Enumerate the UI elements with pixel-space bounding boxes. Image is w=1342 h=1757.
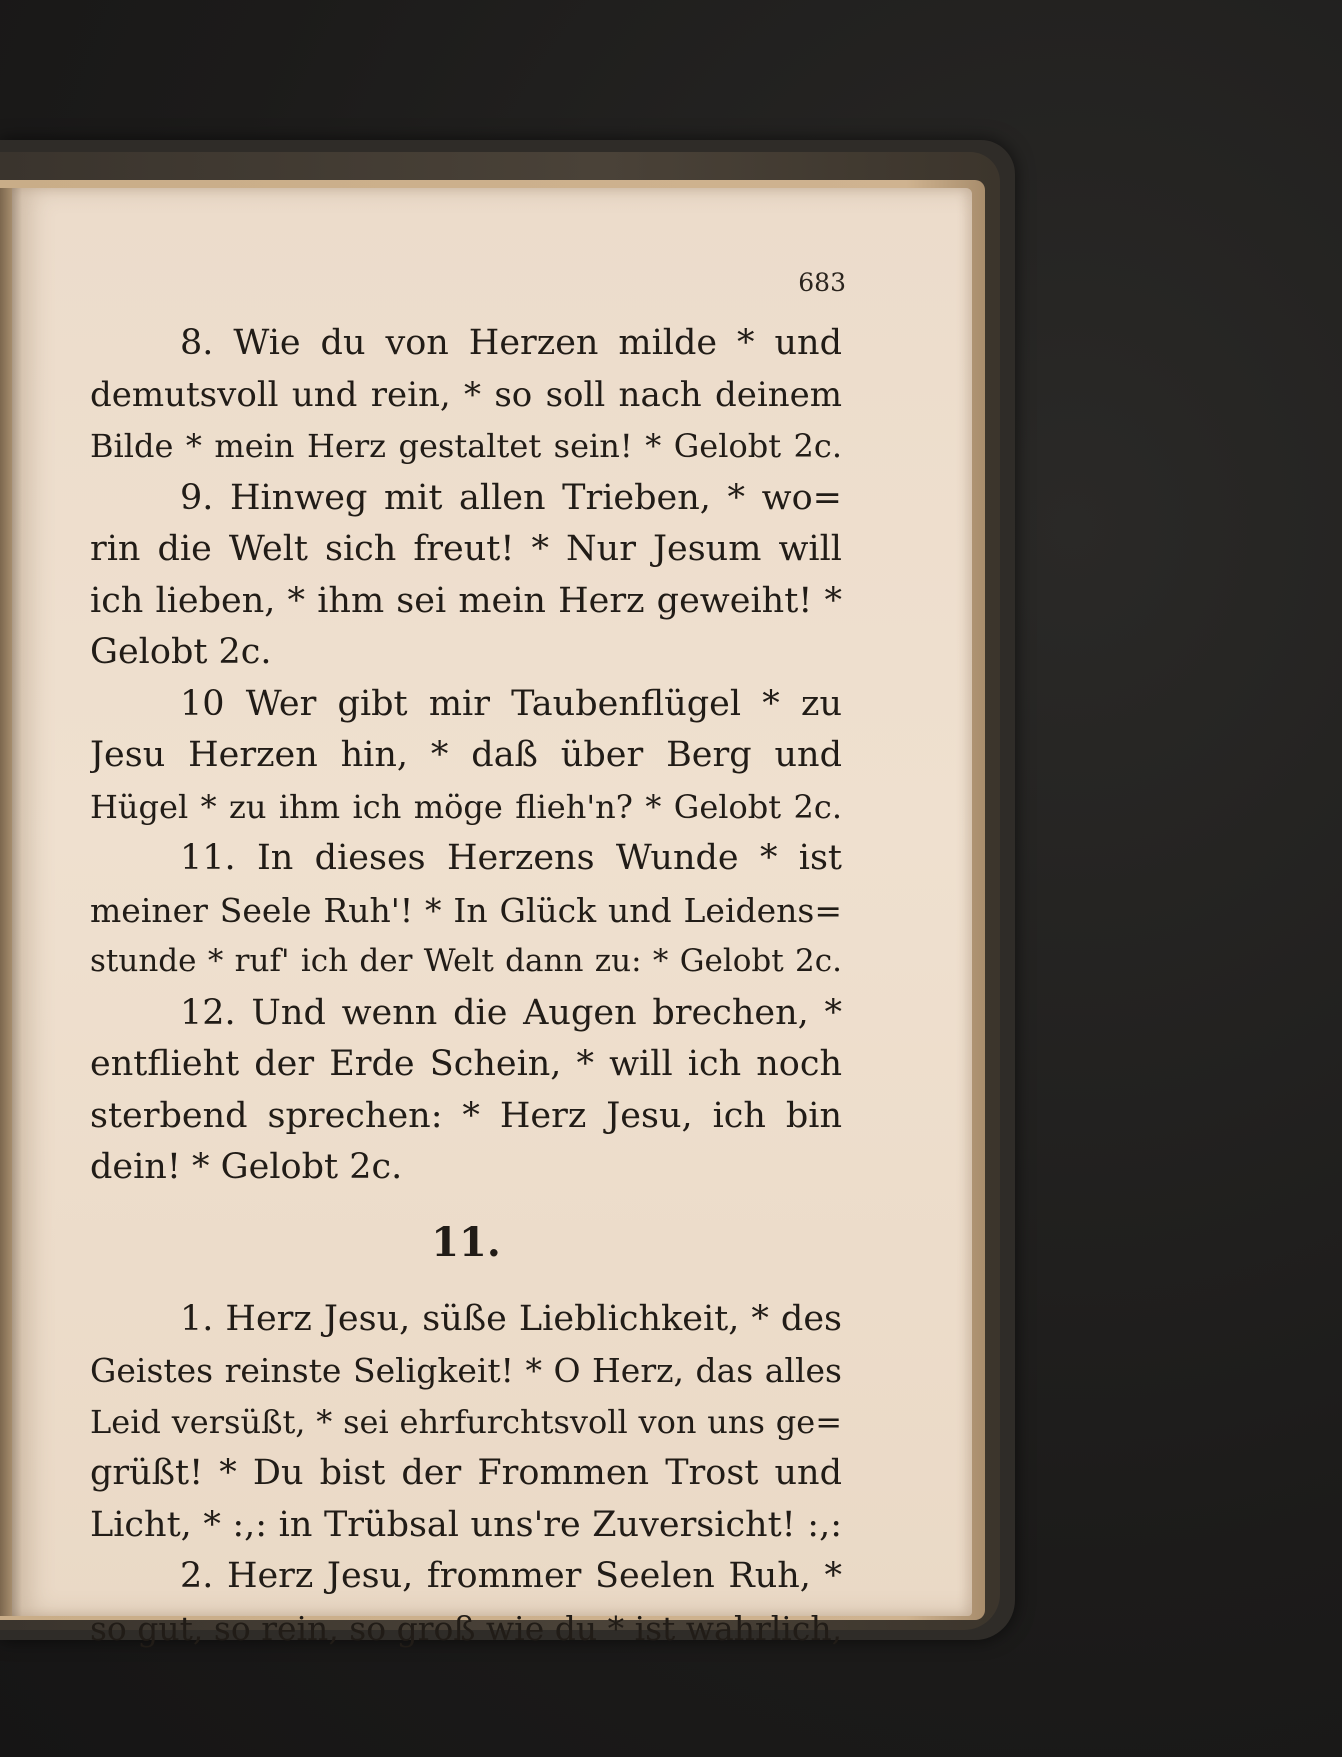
hymn-verse-1 [90,1294,842,1552]
verse-line: meiner Seele Ruh'! * In Glück und Leidens= [90,890,842,930]
verse-line: 11. In dieses Herzens Wunde * ist [180,838,842,878]
verse-line: Gelobt 2c. [90,632,272,672]
verse-line: ich lieben, * ihm sei mein Herz geweiht! * [90,580,842,621]
verse-line: dein! * Gelobt 2c. [90,1147,403,1187]
verse-line: demutsvoll und rein, * so soll nach deinem [90,374,842,415]
verse-line: 9. Hinweg mit allen Trieben, * wo= [180,477,842,518]
verse-11 [90,833,842,988]
verse-line: 10 Wer gibt mir Taubenflügel * zu [180,683,842,724]
verse-line: 1. Herz Jesu, süße Lieblichkeit, * des [180,1298,842,1339]
spine-shadow [0,188,22,1616]
verse-line: 2. Herz Jesu, frommer Seelen Ruh, * [180,1556,842,1596]
hymn-verse-2 [90,1551,842,1654]
verse-line: Bilde * mein Herz gestaltet sein! * Gelobt 2c. [90,427,842,465]
verse-12 [90,988,842,1194]
hymn-number-heading: 11. [431,1218,501,1266]
verse-line: entflieht der Erde Schein, * will ich noch [90,1044,842,1084]
verse-line: Geistes reinste Seligkeit! * O Herz, das alles [90,1351,842,1390]
verse-line: 8. Wie du von Herzen milde * und [180,323,842,363]
verse-line: Hügel * zu ihm ich möge flieh'n? * Gelobt 2c. [90,787,842,826]
verse-line: 12. Und wenn die Augen brechen, * [180,992,842,1033]
verse-10 [90,679,842,834]
verse-line: stunde * ruf' ich der Welt dann zu: * Gelobt 2c. [90,943,842,979]
hymn-text [90,318,842,1654]
verse-line: sterbend sprechen: * Herz Jesu, ich bin [90,1095,842,1136]
verse-line: Jesu Herzen hin, * daß über Berg und [90,735,842,775]
verse-line: so gut, so rein, so groß wie du * ist wahrlich, [90,1608,842,1648]
verse-9 [90,473,842,679]
verse-8 [90,318,842,473]
verse-line: Licht, * :,: in Trübsal uns're Zuversicht! :,: [90,1504,842,1545]
verse-line: rin die Welt sich freut! * Nur Jesum will [90,529,842,569]
verse-line: Leid versüßt, * sei ehrfurchtsvoll von uns ge= [90,1402,842,1441]
verse-line: grüßt! * Du bist der Frommen Trost und [90,1453,842,1493]
page-number: 683 [798,268,846,297]
